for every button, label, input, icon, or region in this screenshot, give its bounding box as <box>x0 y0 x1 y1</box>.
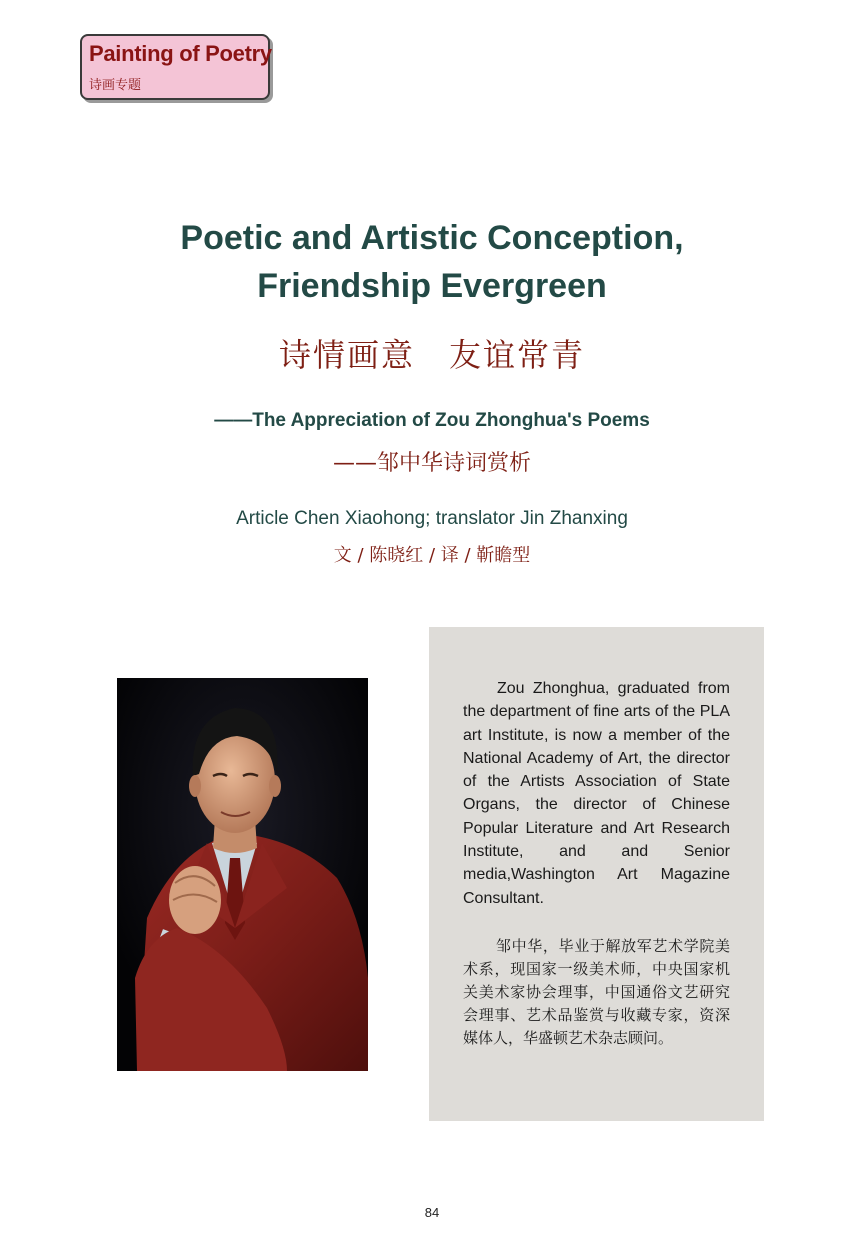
section-tag-chinese: 诗画专题 <box>89 77 142 92</box>
byline-english: Article Chen Xiaohong; translator Jin Zhanxing <box>236 508 628 529</box>
article-title-english <box>0 214 864 310</box>
article-title-line2: Friendship Evergreen <box>257 267 607 305</box>
section-tag <box>80 34 270 100</box>
article-title-chinese: 诗情画意 友谊常青 <box>278 336 585 374</box>
article-subtitle-english: ——The Appreciation of Zou Zhonghua's Poems <box>214 410 650 431</box>
biography-box <box>429 627 764 1121</box>
author-portrait-photo <box>117 678 368 1071</box>
article-title-line1: Poetic and Artistic Conception, <box>180 219 684 257</box>
biography-english: Zou Zhonghua, graduated from the department of fine arts of the PLA art Institute, is now a member of the National Academy of Art, the director of the Artists Association of State Organs, the director of Chinese Popular Literature and Art Research Institute, and and Senior media,Washington Art Magazine Consultant. <box>463 680 730 907</box>
section-tag-english: Painting of Poetry <box>89 41 272 66</box>
byline-chinese: 文 / 陈晓红 / 译 / 靳瞻型 <box>333 545 531 566</box>
biography-chinese: 邹中华，毕业于解放军艺术学院美术系，现国家一级美术师，中央国家机关美术家协会理事，中国通俗文艺研究会理事、艺术品鉴赏与收藏专家，资深媒体人，华盛顿艺术杂志顾问。 <box>463 937 730 1047</box>
page-number: 84 <box>424 1205 440 1220</box>
portrait-illustration <box>117 678 368 1071</box>
article-subtitle-chinese: ——邹中华诗词赏析 <box>332 451 531 476</box>
